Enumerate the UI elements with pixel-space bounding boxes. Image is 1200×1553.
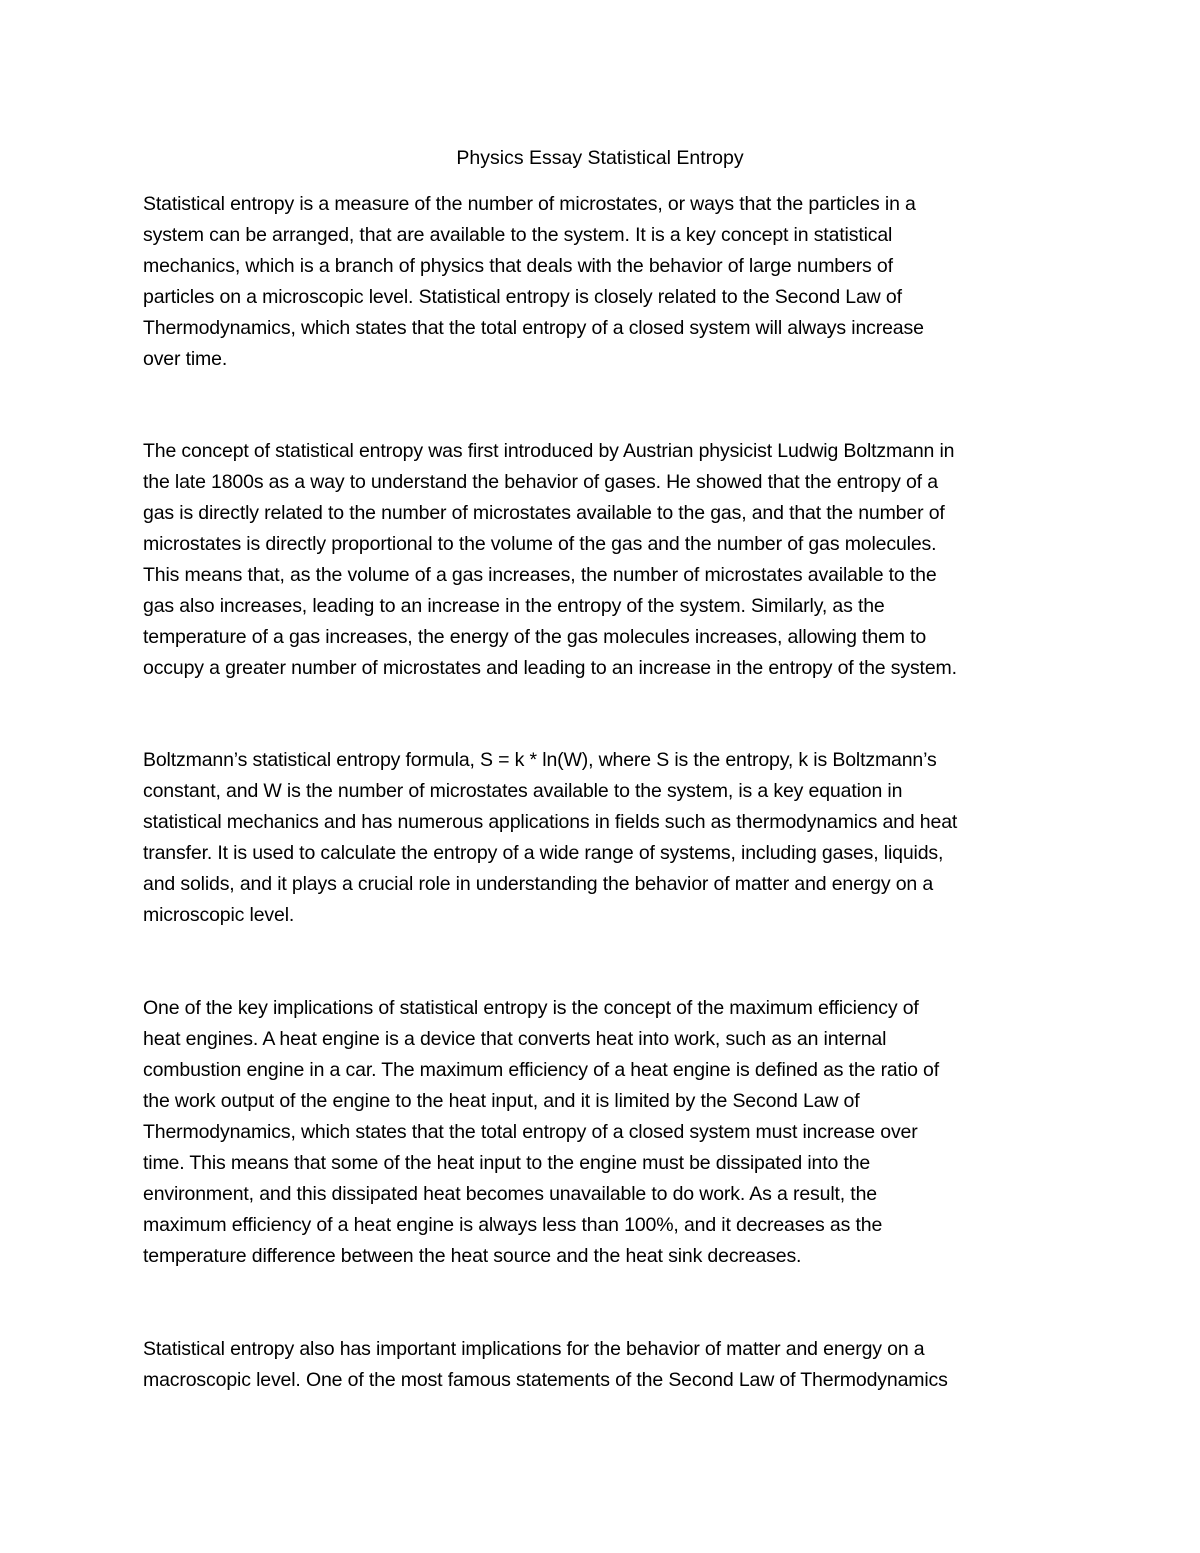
paragraph-line: constant, and W is the number of microstates available to the system, is a key equation in xyxy=(143,780,903,802)
paragraph-line: mechanics, which is a branch of physics that deals with the behavior of large numbers of xyxy=(143,255,893,277)
paragraph-5 xyxy=(143,1334,1063,1396)
paragraph-2 xyxy=(143,436,1063,684)
paragraph-line: over time. xyxy=(143,348,228,370)
paragraph-4 xyxy=(143,993,1063,1272)
paragraph-line: The concept of statistical entropy was first introduced by Austrian physicist Ludwig Boltzmann in xyxy=(143,440,955,462)
paragraph-line: This means that, as the volume of a gas increases, the number of microstates available to the xyxy=(143,564,937,586)
paragraph-line: macroscopic level. One of the most famous statements of the Second Law of Thermodynamics xyxy=(143,1369,948,1391)
paragraph-line: transfer. It is used to calculate the entropy of a wide range of systems, including gases, liquids, xyxy=(143,842,944,864)
paragraph-line: combustion engine in a car. The maximum efficiency of a heat engine is defined as the ratio of xyxy=(143,1059,939,1081)
paragraph-line: Thermodynamics, which states that the total entropy of a closed system must increase over xyxy=(143,1121,918,1143)
paragraph-line: Boltzmann’s statistical entropy formula, S = k * ln(W), where S is the entropy, k is Boltzmann’s xyxy=(143,749,937,771)
paragraph-line: gas also increases, leading to an increase in the entropy of the system. Similarly, as the xyxy=(143,595,885,617)
paragraph-line: Thermodynamics, which states that the total entropy of a closed system will always increase xyxy=(143,317,924,339)
paragraph-line: and solids, and it plays a crucial role in understanding the behavior of matter and energy on a xyxy=(143,873,934,895)
paragraph-line: temperature of a gas increases, the energy of the gas molecules increases, allowing them to xyxy=(143,626,927,648)
paragraph-line: microstates is directly proportional to the volume of the gas and the number of gas molecules. xyxy=(143,533,937,555)
paragraph-line: the work output of the engine to the heat input, and it is limited by the Second Law of xyxy=(143,1090,860,1112)
paragraph-line: maximum efficiency of a heat engine is always less than 100%, and it decreases as the xyxy=(143,1214,883,1236)
paragraph-line: system can be arranged, that are available to the system. It is a key concept in statistical xyxy=(143,224,893,246)
paragraph-line: gas is directly related to the number of microstates available to the gas, and that the number of xyxy=(143,502,945,524)
paragraph-line: Statistical entropy also has important implications for the behavior of matter and energy on a xyxy=(143,1338,925,1360)
paragraph-line: Statistical entropy is a measure of the number of microstates, or ways that the particles in a xyxy=(143,193,916,215)
paragraph-line: statistical mechanics and has numerous applications in fields such as thermodynamics and heat xyxy=(143,811,958,833)
paragraph-1 xyxy=(143,189,1063,375)
paragraph-3 xyxy=(143,745,1063,931)
paragraph-line: environment, and this dissipated heat becomes unavailable to do work. As a result, the xyxy=(143,1183,877,1205)
document-title: Physics Essay Statistical Entropy xyxy=(456,147,744,169)
paragraph-line: microscopic level. xyxy=(143,904,295,926)
paragraph-line: heat engines. A heat engine is a device that converts heat into work, such as an internal xyxy=(143,1028,887,1050)
paragraph-line: particles on a microscopic level. Statistical entropy is closely related to the Second Law of xyxy=(143,286,902,308)
paragraph-line: occupy a greater number of microstates and leading to an increase in the entropy of the system. xyxy=(143,657,957,679)
paragraph-line: One of the key implications of statistical entropy is the concept of the maximum efficiency of xyxy=(143,997,919,1019)
paragraph-line: the late 1800s as a way to understand the behavior of gases. He showed that the entropy of a xyxy=(143,471,938,493)
paragraph-line: temperature difference between the heat source and the heat sink decreases. xyxy=(143,1245,802,1267)
paragraph-line: time. This means that some of the heat input to the engine must be dissipated into the xyxy=(143,1152,871,1174)
